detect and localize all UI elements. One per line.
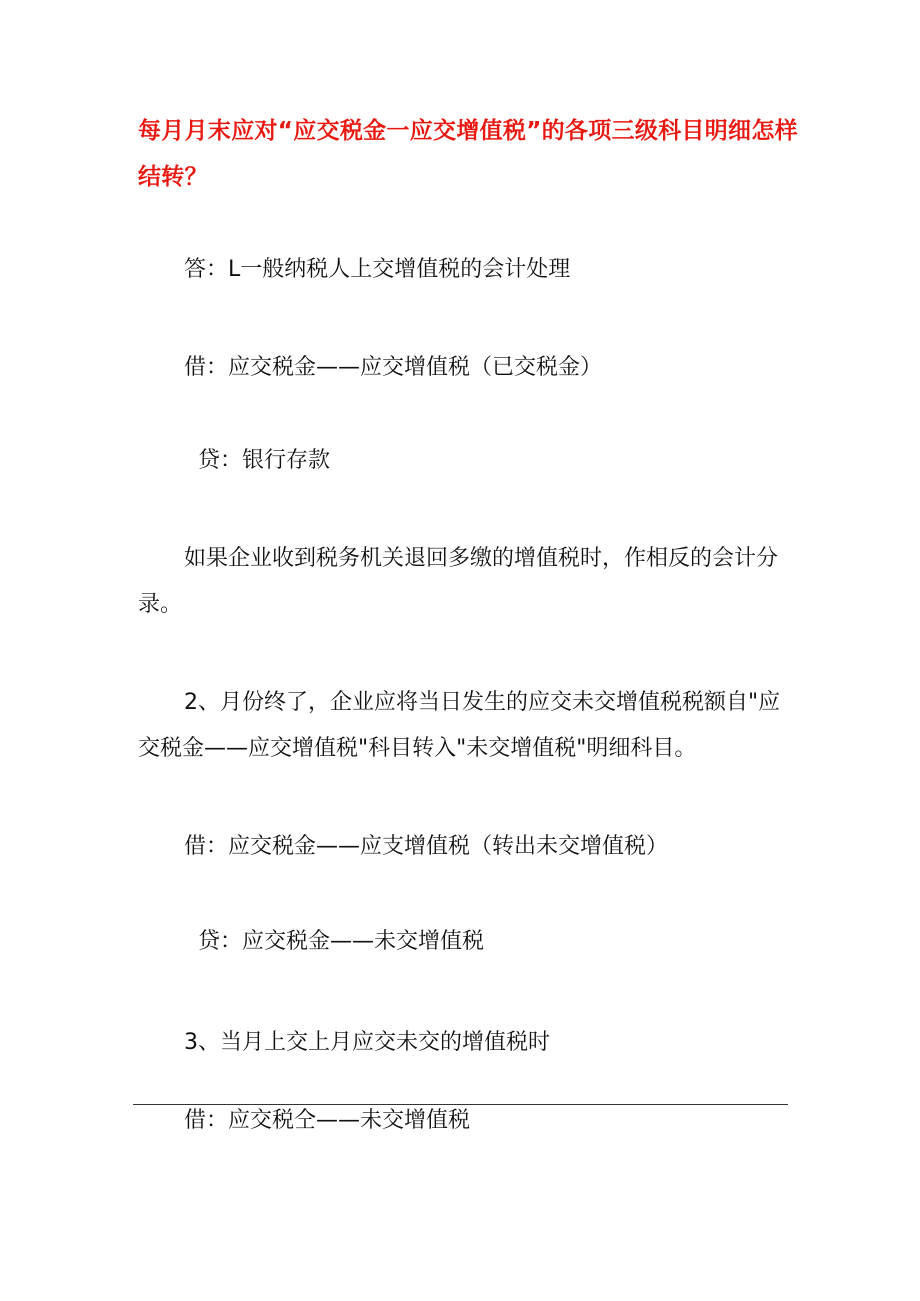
paragraph-refund: 如果企业收到税务机关退回多缴的增值税时，作相反的会计分录。 [138,546,779,617]
step-3-line: 3、当月上交上月应交未交的增值税时 [184,1030,550,1055]
credit-entry-1: 贷：银行存款 [198,448,331,473]
paragraph-month-end: 2、月份终了，企业应将当日发生的应交未交增值税税额自"应交税金——应交增值税"科目转入"未交增值税"明细科目。 [138,690,781,761]
debit-entry-2: 借：应交税金——应支增值税（转出未交增值税） [184,834,669,859]
document-title: 每月月末应对“应交税金一应交增值税”的各项三级科目明细怎样结转？ [138,118,798,190]
credit-entry-2: 贷：应交税金——未交增值税 [198,929,485,954]
debit-entry-1: 借：应交税金——应交增值税（已交税金） [184,355,603,380]
debit-entry-3: 借：应交税仝——未交增值税 [184,1108,471,1133]
answer-line-1: 答：L一般纳税人上交增值税的会计处理 [184,257,571,282]
